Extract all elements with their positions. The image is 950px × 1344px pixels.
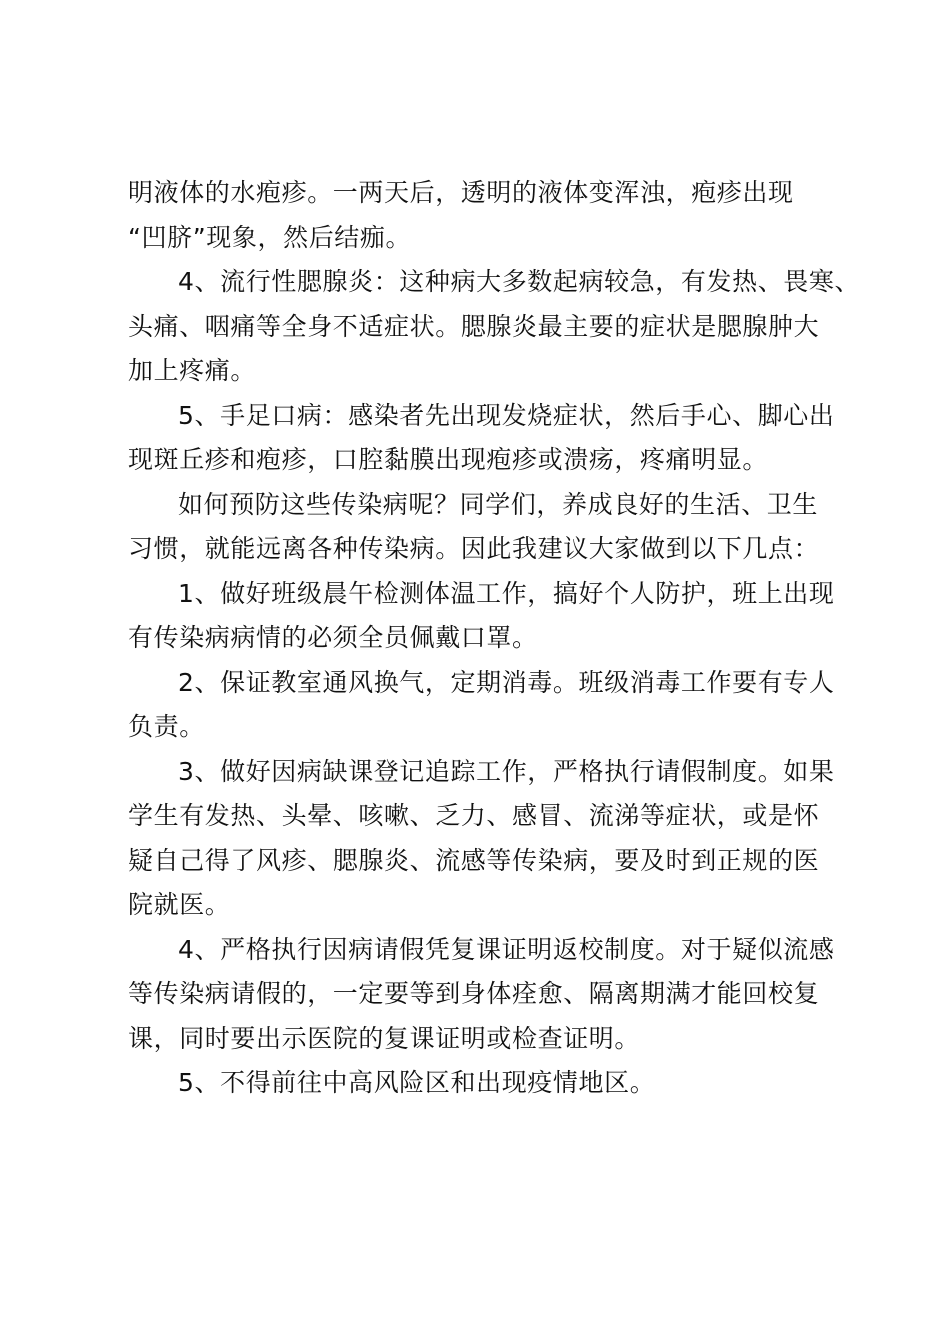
text-line: 疑自己得了风疹、腮腺炎、流感等传染病，要及时到正规的医 bbox=[128, 845, 820, 875]
text-line: 习惯，就能远离各种传染病。因此我建议大家做到以下几点： bbox=[128, 534, 820, 563]
text-line: 5、手足口病：感染者先出现发烧症状，然后手心、脚心出 bbox=[178, 400, 835, 430]
text-line: 现斑丘疹和疱疹，口腔黏膜出现疱疹或溃疡，疼痛明显。 bbox=[128, 445, 769, 474]
text-line: 4、流行性腮腺炎：这种病大多数起病较急，有发热、畏寒、 bbox=[178, 267, 861, 296]
text-line: 负责。 bbox=[128, 712, 205, 741]
text-line: 加上疼痛。 bbox=[128, 356, 257, 385]
text-line: 有传染病病情的必须全员佩戴口罩。 bbox=[128, 623, 538, 652]
text-line: “凹脐”现象，然后结痂。 bbox=[128, 222, 412, 252]
text-line: 如何预防这些传染病呢？同学们，养成良好的生活、卫生 bbox=[178, 489, 819, 519]
text-line: 4、严格执行因病请假凭复课证明返校制度。对于疑似流感 bbox=[178, 934, 835, 964]
text-line: 学生有发热、头晕、咳嗽、乏力、感冒、流涕等症状，或是怀 bbox=[128, 801, 820, 830]
text-line: 等传染病请假的，一定要等到身体痊愈、隔离期满才能回校复 bbox=[128, 979, 820, 1008]
text-line: 头痛、咽痛等全身不适症状。腮腺炎最主要的症状是腮腺肿大 bbox=[128, 311, 820, 341]
document-body bbox=[128, 171, 861, 1106]
text-line: 院就医。 bbox=[128, 890, 231, 919]
text-line: 5、不得前往中高风险区和出现疫情地区。 bbox=[178, 1068, 656, 1097]
text-line: 3、做好因病缺课登记追踪工作，严格执行请假制度。如果 bbox=[178, 756, 835, 786]
text-line: 课，同时要出示医院的复课证明或检查证明。 bbox=[128, 1023, 641, 1053]
text-line: 明液体的水疱疹。一两天后，透明的液体变浑浊，疱疹出现 bbox=[128, 178, 794, 207]
text-line: 2、保证教室通风换气，定期消毒。班级消毒工作要有专人 bbox=[178, 667, 835, 697]
text-line: 1、做好班级晨午检测体温工作，搞好个人防护，班上出现 bbox=[178, 578, 835, 608]
